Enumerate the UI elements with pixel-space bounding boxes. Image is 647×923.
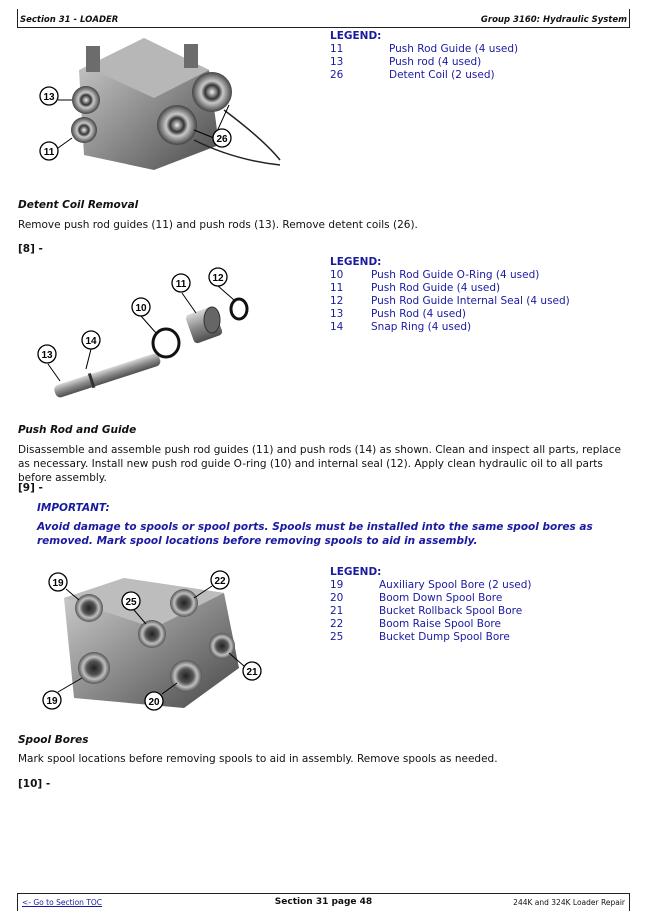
callout-10 xyxy=(132,298,156,333)
legend-text: Push Rod Guide (4 used) xyxy=(371,282,501,294)
section-body-detent-coil-removal: Remove push rod guides (11) and push rods (13). Remove detent coils (26). xyxy=(18,219,418,231)
step-10: [10] - xyxy=(18,778,51,790)
callout-label: 19 xyxy=(46,696,58,707)
callout-label: 14 xyxy=(85,336,97,347)
push-rod xyxy=(71,117,97,143)
legend-row xyxy=(330,295,570,308)
header-border-left xyxy=(17,9,18,28)
figure-detent-coil xyxy=(34,30,284,175)
legend-num: 13 xyxy=(330,308,344,320)
figure-push-rod-guide xyxy=(34,265,264,400)
callout-11 xyxy=(40,138,72,160)
legend-num: 11 xyxy=(330,43,344,55)
section-title-spool-bores: Spool Bores xyxy=(18,734,89,746)
legend-row xyxy=(330,282,570,295)
legend-text: Push Rod Guide O-Ring (4 used) xyxy=(371,269,540,281)
boom-raise-bore xyxy=(170,589,198,617)
legend-num: 12 xyxy=(330,295,344,307)
callout-label: 22 xyxy=(214,576,226,587)
legend-1 xyxy=(330,30,518,82)
callout-label: 20 xyxy=(148,697,160,708)
legend-row xyxy=(330,308,570,321)
legend-num: 11 xyxy=(330,282,344,294)
step-9: [9] - xyxy=(18,482,43,494)
callout-label: 11 xyxy=(175,279,187,290)
legend-row xyxy=(330,579,532,592)
legend-row xyxy=(330,618,532,631)
legend-text: Push Rod (4 used) xyxy=(371,308,466,320)
callout-label: 13 xyxy=(41,350,53,361)
legend-text: Push Rod Guide Internal Seal (4 used) xyxy=(371,295,570,307)
aux-bore-2 xyxy=(78,652,110,684)
legend-row xyxy=(330,592,532,605)
legend-row xyxy=(330,69,518,82)
legend-title: LEGEND: xyxy=(330,256,382,268)
header-section: Section 31 - LOADER xyxy=(20,15,119,25)
legend-text: Detent Coil (2 used) xyxy=(389,69,495,81)
legend-text: Push Rod Guide (4 used) xyxy=(389,43,519,55)
go-to-section-toc-link[interactable]: <- Go to Section TOC xyxy=(22,898,103,907)
legend-row xyxy=(330,43,518,56)
callout-12 xyxy=(209,268,234,300)
legend-text: Auxiliary Spool Bore (2 used) xyxy=(379,579,532,591)
section-body-spool-bores: Mark spool locations before removing spools to aid in assembly. Remove spools as needed. xyxy=(18,753,498,765)
callout-label: 25 xyxy=(125,597,137,608)
step-8: [8] - xyxy=(18,243,43,255)
push-rod-part xyxy=(53,351,162,399)
callout-14 xyxy=(82,331,100,369)
callout-label: 21 xyxy=(246,667,258,678)
coil-wire xyxy=(224,110,280,160)
callout-label: 10 xyxy=(135,303,147,314)
callout-11 xyxy=(172,274,196,313)
legend-row xyxy=(330,605,532,618)
callout-label: 19 xyxy=(52,578,64,589)
callout-13 xyxy=(38,345,60,381)
important-text: Avoid damage to spools or spool ports. Spools must be installed into the same spool bores as removed. Mark spool locations before removing spools to aid in assembly. xyxy=(37,521,593,547)
legend-text: Snap Ring (4 used) xyxy=(371,321,472,333)
legend-num: 20 xyxy=(330,592,344,604)
legend-num: 10 xyxy=(330,269,344,281)
aux-bore-1 xyxy=(75,594,103,622)
legend-text: Bucket Rollback Spool Bore xyxy=(379,605,523,617)
bolt-1 xyxy=(86,46,100,72)
footer-manual-title: 244K and 324K Loader Repair xyxy=(513,898,625,907)
callout-label: 12 xyxy=(212,273,224,284)
seal-part xyxy=(231,299,247,319)
section-title-push-rod-and-guide: Push Rod and Guide xyxy=(18,424,137,436)
callout-label: 26 xyxy=(216,134,228,145)
boom-down-bore xyxy=(170,660,202,692)
legend-3 xyxy=(330,566,532,644)
legend-row xyxy=(330,269,570,282)
section-body-push-rod-and-guide: Disassemble and assemble push rod guides (11) and push rods (14) as shown. Clean and inspect all parts, replace as necessary. Install new push rod guide O-ring (10) and internal seal (12). Apply clean hydraulic oil to all parts before assembly. xyxy=(18,444,621,484)
legend-row xyxy=(330,631,532,644)
legend-text: Bucket Dump Spool Bore xyxy=(379,631,510,643)
o-ring-part xyxy=(153,329,179,357)
callout-label: 13 xyxy=(43,92,55,103)
legend-num: 26 xyxy=(330,69,344,81)
legend-2 xyxy=(330,256,570,334)
detent-coil-2 xyxy=(157,105,197,145)
legend-text: Boom Down Spool Bore xyxy=(379,592,503,604)
bucket-dump-bore xyxy=(138,620,166,648)
guide-part xyxy=(185,306,223,344)
header-border-right xyxy=(629,9,630,28)
legend-title: LEGEND: xyxy=(330,566,382,578)
legend-num: 14 xyxy=(330,321,344,333)
legend-num: 13 xyxy=(330,56,344,68)
footer-rule xyxy=(17,893,630,894)
legend-row xyxy=(330,321,570,334)
callout-19 xyxy=(49,573,79,600)
callout-label: 11 xyxy=(43,147,55,158)
legend-num: 19 xyxy=(330,579,344,591)
push-rod-guide xyxy=(72,86,100,114)
important-title: IMPORTANT: xyxy=(37,502,110,514)
legend-text: Push rod (4 used) xyxy=(389,56,482,68)
bolt-2 xyxy=(184,44,198,68)
header-group: Group 3160: Hydraulic System xyxy=(480,15,627,25)
header-rule xyxy=(17,27,630,28)
legend-row xyxy=(330,56,518,69)
legend-num: 21 xyxy=(330,605,344,617)
legend-num: 25 xyxy=(330,631,344,643)
legend-num: 22 xyxy=(330,618,344,630)
callout-13 xyxy=(40,87,72,105)
detent-coil-1 xyxy=(192,72,232,112)
legend-text: Boom Raise Spool Bore xyxy=(379,618,501,630)
footer-page-number: Section 31 page 48 xyxy=(274,897,373,907)
figure-spool-bores xyxy=(34,568,269,718)
section-title-detent-coil-removal: Detent Coil Removal xyxy=(18,199,139,211)
legend-title: LEGEND: xyxy=(330,30,382,42)
